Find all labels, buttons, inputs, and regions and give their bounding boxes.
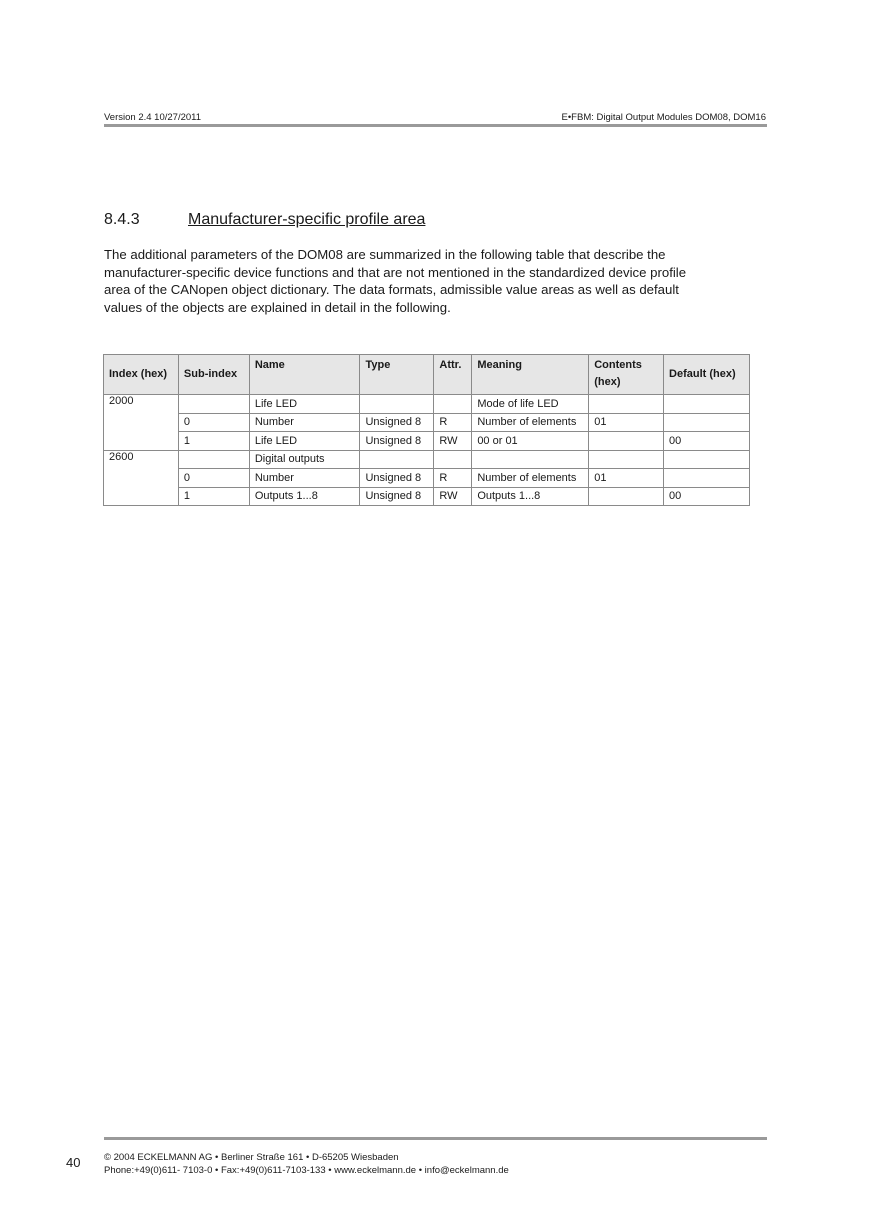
header-name: Name: [249, 355, 360, 395]
name-cell: Outputs 1...8: [249, 487, 360, 506]
meaning-cell: [472, 450, 589, 469]
footer-address: © 2004 ECKELMANN AG • Berliner Straße 161 • D-65205 Wiesbaden: [104, 1152, 399, 1163]
index-cell: 2600: [104, 450, 179, 506]
table-row: [104, 487, 750, 506]
section-number: 8.4.3: [104, 211, 140, 228]
table-row: [104, 432, 750, 451]
header-rule: [104, 124, 767, 127]
attr-cell: [434, 450, 472, 469]
header-meaning: Meaning: [472, 355, 589, 395]
intro-paragraph: [104, 246, 754, 317]
name-cell: Life LED: [249, 432, 360, 451]
default-cell: [664, 450, 750, 469]
meaning-cell: Number of elements: [472, 469, 589, 488]
default-cell: 00: [664, 487, 750, 506]
type-cell: [360, 395, 434, 414]
header-index: Index (hex): [104, 355, 179, 395]
meaning-cell: Number of elements: [472, 413, 589, 432]
type-cell: Unsigned 8: [360, 487, 434, 506]
table-row: [104, 450, 750, 469]
header-default: Default (hex): [664, 355, 750, 395]
table-row: [104, 469, 750, 488]
type-cell: Unsigned 8: [360, 413, 434, 432]
attr-cell: R: [434, 469, 472, 488]
subindex-cell: 1: [178, 487, 249, 506]
intro-line: manufacturer-specific device functions and that are not mentioned in the standardized device profile: [104, 264, 687, 280]
default-cell: [664, 469, 750, 488]
footer-rule: [104, 1137, 767, 1140]
attr-cell: R: [434, 413, 472, 432]
header-contents-line2: (hex): [594, 376, 621, 388]
section-heading: [104, 211, 425, 229]
type-cell: [360, 450, 434, 469]
attr-cell: RW: [434, 487, 472, 506]
contents-cell: [589, 450, 664, 469]
header-subindex: Sub-index: [178, 355, 249, 395]
name-cell: Digital outputs: [249, 450, 360, 469]
meaning-cell: Outputs 1...8: [472, 487, 589, 506]
page-number: 40: [66, 1155, 81, 1170]
subindex-cell: 0: [178, 413, 249, 432]
subindex-cell: [178, 395, 249, 414]
contents-cell: [589, 395, 664, 414]
contents-cell: [589, 432, 664, 451]
table-row: [104, 395, 750, 414]
contents-cell: [589, 487, 664, 506]
header-attr: Attr.: [434, 355, 472, 395]
subindex-cell: 1: [178, 432, 249, 451]
intro-line: area of the CANopen object dictionary. The data formats, admissible value areas as well as default: [104, 282, 679, 298]
header-contents-line1: Contents: [594, 359, 642, 371]
attr-cell: [434, 395, 472, 414]
footer-contact: [104, 1151, 509, 1177]
index-cell: 2000: [104, 395, 179, 451]
table-header-row: [104, 355, 750, 395]
name-cell: Life LED: [249, 395, 360, 414]
meaning-cell: Mode of life LED: [472, 395, 589, 414]
intro-line: The additional parameters of the DOM08 are summarized in the following table that describe the: [104, 247, 666, 262]
name-cell: Number: [249, 469, 360, 488]
subindex-cell: [178, 450, 249, 469]
default-cell: [664, 395, 750, 414]
name-cell: Number: [249, 413, 360, 432]
header-contents: [589, 355, 664, 395]
header-document-title: E•FBM: Digital Output Modules DOM08, DOM16: [561, 112, 766, 123]
attr-cell: RW: [434, 432, 472, 451]
table-row: [104, 413, 750, 432]
header-version: Version 2.4 10/27/2011: [104, 112, 202, 123]
default-cell: [664, 413, 750, 432]
default-cell: 00: [664, 432, 750, 451]
footer-phone-web: Phone:+49(0)611- 7103-0 • Fax:+49(0)611-7103-133 • www.eckelmann.de • info@eckelmann.de: [104, 1165, 509, 1176]
contents-cell: 01: [589, 413, 664, 432]
contents-cell: 01: [589, 469, 664, 488]
header-type: Type: [360, 355, 434, 395]
type-cell: Unsigned 8: [360, 432, 434, 451]
type-cell: Unsigned 8: [360, 469, 434, 488]
object-table: [103, 354, 750, 506]
intro-line: values of the objects are explained in detail in the following.: [104, 300, 451, 316]
meaning-cell: 00 or 01: [472, 432, 589, 451]
subindex-cell: 0: [178, 469, 249, 488]
section-title: Manufacturer-specific profile area: [188, 211, 426, 228]
